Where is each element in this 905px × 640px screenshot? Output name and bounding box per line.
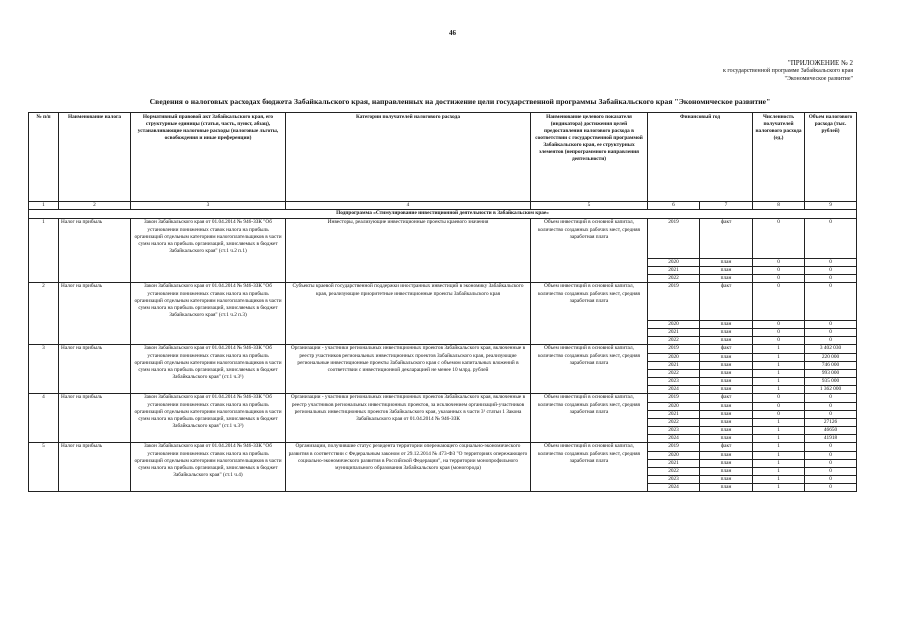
recipients-count: 1 [753, 354, 805, 362]
recipients-count: 0 [753, 337, 805, 345]
expenditure-volume: 220 000 [805, 354, 857, 362]
year-type: план [700, 362, 753, 370]
column-number-row [29, 202, 857, 210]
fiscal-year: 2023 [648, 427, 700, 435]
target-indicator: Объем инвестиций в основной капитал, количество созданных рабочих мест, средняя заработная плата [531, 345, 648, 394]
year-type: план [700, 452, 753, 460]
recipients-count: 0 [753, 219, 805, 259]
expenditure-volume: 0 [805, 219, 857, 259]
header-cell-volume: Объем налогового расхода (тыс. рублей) [805, 113, 857, 202]
recipients-count: 1 [753, 419, 805, 427]
fiscal-year: 2022 [648, 275, 700, 283]
fiscal-year: 2024 [648, 386, 700, 394]
subprogram-row [29, 210, 857, 219]
tax-expenditure-table [28, 112, 857, 492]
expenditure-volume: 41918 [805, 435, 857, 443]
recipients-count: 0 [753, 394, 805, 403]
expenditure-volume: 0 [805, 259, 857, 267]
recipients-count: 1 [753, 460, 805, 468]
year-type: факт [700, 345, 753, 354]
recipients-count: 1 [753, 484, 805, 492]
fiscal-year: 2021 [648, 460, 700, 468]
recipients-count: 0 [753, 329, 805, 337]
table-body [29, 219, 857, 492]
legal-act: Закон Забайкальского края от 01.04.2014 № 946-ЗЗК "Об установлении пониженных ставок налога на прибыль организаций отдельным категориям налогоплательщиков в части сумм налога на прибыль организаций, зачисляемых в бюджет Забайкальского края" (ст.1 ч.4) [131, 443, 286, 492]
legal-act: Закон Забайкальского края от 01.04.2014 № 946-ЗЗК "Об установлении пониженных ставок налога на прибыль организаций отдельным категориям налогоплательщиков в части сумм налога на прибыль организаций, зачисляемых в бюджет Забайкальского края" (ст.1 ч.2 п.3) [131, 283, 286, 345]
recipients-count: 0 [753, 403, 805, 411]
fiscal-year: 2021 [648, 411, 700, 419]
row-number: 5 [29, 443, 59, 492]
year-type: план [700, 321, 753, 329]
year-type: план [700, 386, 753, 394]
target-indicator: Объем инвестиций в основной капитал, количество созданных рабочих мест, средняя заработная плата [531, 394, 648, 443]
year-type: план [700, 337, 753, 345]
appendix-header [593, 59, 853, 83]
fiscal-year: 2020 [648, 403, 700, 411]
expenditure-volume: 0 [805, 476, 857, 484]
header-cell-category: Категории получателей налогового расхода [286, 113, 531, 202]
recipients-count: 1 [753, 386, 805, 394]
expenditure-volume: 0 [805, 267, 857, 275]
subprogram-title: Подпрограмма «Стимулирование инвестиционной деятельности в Забайкальском крае» [29, 210, 857, 219]
recipients-count: 0 [753, 275, 805, 283]
expenditure-volume: 0 [805, 321, 857, 329]
year-type: план [700, 460, 753, 468]
fiscal-year: 2020 [648, 452, 700, 460]
recipients-count: 1 [753, 452, 805, 460]
recipients-count: 1 [753, 435, 805, 443]
expenditure-volume: 746 000 [805, 362, 857, 370]
row-number: 2 [29, 283, 59, 345]
year-type: план [700, 411, 753, 419]
fiscal-year: 2022 [648, 468, 700, 476]
expenditure-volume: 3 402 030 [805, 345, 857, 354]
table-row [29, 283, 857, 321]
fiscal-year: 2019 [648, 394, 700, 403]
recipient-category: Организации - участники региональных инвестиционных проектов Забайкальского края, включенные в реестр участников региональных инвестиционных проектов Забайкальского края, реализующие региональные инвестиционные проекты Забайкальского края с объемом капитальных вложений в соответствии с инвестиционной декларацией не менее 10 млрд. рублей [286, 345, 531, 394]
fiscal-year: 2022 [648, 419, 700, 427]
legal-act: Закон Забайкальского края от 01.04.2014 № 946-ЗЗК "Об установлении пониженных ставок налога на прибыль организаций отдельным категориям налогоплательщиков в части сумм налога на прибыль организаций, зачисляемых в бюджет Забайкальского края" (ст.1 ч.3²) [131, 394, 286, 443]
year-type: факт [700, 443, 753, 452]
expenditure-volume: 0 [805, 283, 857, 321]
column-number: 1 [29, 202, 59, 210]
fiscal-year: 2019 [648, 283, 700, 321]
expenditure-volume: 935 000 [805, 378, 857, 386]
recipients-count: 1 [753, 370, 805, 378]
header-row [29, 113, 857, 202]
year-type: факт [700, 283, 753, 321]
recipients-count: 1 [753, 476, 805, 484]
expenditure-volume: 0 [805, 275, 857, 283]
header-cell-num: № п/п [29, 113, 59, 202]
recipients-count: 1 [753, 427, 805, 435]
document-title: Сведения о налоговых расходах бюджета Забайкальского края, направленных на достижение цели государственной программы Забайкальского края "Экономическое развитие" [149, 97, 771, 106]
expenditure-volume: 0 [805, 403, 857, 411]
table-row [29, 219, 857, 259]
year-type: факт [700, 219, 753, 259]
year-type: план [700, 329, 753, 337]
year-type: план [700, 267, 753, 275]
year-type: план [700, 435, 753, 443]
recipient-category: Организации, получившие статус резидента территории опережающего социально-экономического развития в соответствии с Федеральным законом от 29.12.2014 № 473-ФЗ "О территориях опережающего социально-экономического развития в Российской Федерации", на территории монопрофильного муниципального образования Забайкальского края (моногорода) [286, 443, 531, 492]
recipients-count: 1 [753, 443, 805, 452]
tax-name: Налог на прибыль [59, 345, 131, 394]
tax-name: Налог на прибыль [59, 219, 131, 283]
header-cell-year: Финансовый год [648, 113, 753, 202]
expenditure-volume: 0 [805, 394, 857, 403]
column-number: 5 [531, 202, 648, 210]
year-type: план [700, 378, 753, 386]
year-type: план [700, 275, 753, 283]
recipients-count: 0 [753, 283, 805, 321]
column-number: 3 [131, 202, 286, 210]
column-number: 6 [648, 202, 700, 210]
expenditure-volume: 0 [805, 411, 857, 419]
fiscal-year: 2021 [648, 267, 700, 275]
column-number: 8 [753, 202, 805, 210]
fiscal-year: 2024 [648, 435, 700, 443]
table-row [29, 443, 857, 452]
column-number: 7 [700, 202, 753, 210]
year-type: план [700, 427, 753, 435]
year-type: план [700, 476, 753, 484]
expenditure-volume: 0 [805, 460, 857, 468]
row-number: 1 [29, 219, 59, 283]
recipients-count: 0 [753, 321, 805, 329]
fiscal-year: 2019 [648, 345, 700, 354]
recipients-count: 1 [753, 468, 805, 476]
expenditure-volume: 0 [805, 329, 857, 337]
recipient-category: Инвесторы, реализующие инвестиционные проекты краевого значения [286, 219, 531, 283]
fiscal-year: 2019 [648, 443, 700, 452]
target-indicator: Объем инвестиций в основной капитал, количество созданных рабочих мест, средняя заработная плата [531, 219, 648, 283]
year-type: план [700, 370, 753, 378]
recipient-category: Субъекты краевой государственной поддержки иностранных инвестиций в экономику Забайкальского края, реализующие приоритетные инвестиционные проекты Забайкальского края [286, 283, 531, 345]
header-cell-count: Численность получателей налогового расхода (ед.) [753, 113, 805, 202]
table-row [29, 394, 857, 403]
appendix-line-1: "ПРИЛОЖЕНИЕ № 2 [787, 59, 853, 67]
recipients-count: 0 [753, 259, 805, 267]
fiscal-year: 2020 [648, 321, 700, 329]
year-type: план [700, 419, 753, 427]
column-number: 9 [805, 202, 857, 210]
appendix-line-3: "Экономическое развитие" [784, 76, 853, 82]
year-type: план [700, 468, 753, 476]
page-number: 46 [449, 29, 456, 37]
recipients-count: 1 [753, 378, 805, 386]
row-number: 4 [29, 394, 59, 443]
fiscal-year: 2023 [648, 378, 700, 386]
fiscal-year: 2022 [648, 370, 700, 378]
table-row [29, 345, 857, 354]
fiscal-year: 2024 [648, 484, 700, 492]
expenditure-volume: 993 000 [805, 370, 857, 378]
tax-name: Налог на прибыль [59, 394, 131, 443]
column-number: 4 [286, 202, 531, 210]
fiscal-year: 2022 [648, 337, 700, 345]
fiscal-year: 2020 [648, 354, 700, 362]
expenditure-volume: 0 [805, 484, 857, 492]
header-cell-act: Нормативный правовой акт Забайкальского края, его структурные единицы (статья, часть, пункт, абзац), устанавливающие налоговые расходы (налоговые льготы, освобождения и иные преференции) [131, 113, 286, 202]
recipients-count: 0 [753, 267, 805, 275]
fiscal-year: 2023 [648, 476, 700, 484]
fiscal-year: 2021 [648, 362, 700, 370]
expenditure-volume: 0 [805, 468, 857, 476]
recipient-category: Организации - участники региональных инвестиционных проектов Забайкальского края, включенные в реестр участников региональных инвестиционных проектов, за исключением организаций-участников региональных инвестиционных проектов Забайкальского края, указанных в части 3¹ статьи 1 Закона Забайкальского края от 01.04.2014 № 946-ЗЗК [286, 394, 531, 443]
tax-name: Налог на прибыль [59, 283, 131, 345]
header-cell-indicator: Наименование целевого показателя (индикатора) достижения целей предоставления налогового расхода в соответствии с государственной программой Забайкальского края, ее структурных элементов (непрограммного направления деятельности) [531, 113, 648, 202]
expenditure-volume: 0 [805, 443, 857, 452]
fiscal-year: 2021 [648, 329, 700, 337]
recipients-count: 1 [753, 362, 805, 370]
target-indicator: Объем инвестиций в основной капитал, количество созданных рабочих мест, средняя заработная плата [531, 283, 648, 345]
expenditure-volume: 1 362 000 [805, 386, 857, 394]
tax-name: Налог на прибыль [59, 443, 131, 492]
target-indicator: Объем инвестиций в основной капитал, количество созданных рабочих мест, средняя заработная плата [531, 443, 648, 492]
year-type: план [700, 403, 753, 411]
header-cell-tax: Наименование налога [59, 113, 131, 202]
year-type: план [700, 259, 753, 267]
row-number: 3 [29, 345, 59, 394]
year-type: факт [700, 394, 753, 403]
recipients-count: 0 [753, 411, 805, 419]
appendix-line-2: к государственной программе Забайкальского края [722, 68, 853, 74]
recipients-count: 1 [753, 345, 805, 354]
expenditure-volume: 27126 [805, 419, 857, 427]
fiscal-year: 2019 [648, 219, 700, 259]
year-type: план [700, 484, 753, 492]
expenditure-volume: 0 [805, 452, 857, 460]
year-type: план [700, 354, 753, 362]
expenditure-volume: 0 [805, 337, 857, 345]
legal-act: Закон Забайкальского края от 01.04.2014 № 946-ЗЗК "Об установлении пониженных ставок налога на прибыль организаций отдельным категориям налогоплательщиков в части сумм налога на прибыль организаций, зачисляемых в бюджет Забайкальского края" (ст.1 ч.3¹) [131, 345, 286, 394]
legal-act: Закон Забайкальского края от 01.04.2014 № 946-ЗЗК "Об установлении пониженных ставок налога на прибыль организаций отдельным категориям налогоплательщиков в части сумм налога на прибыль организаций, зачисляемых в бюджет Забайкальского края" (ст.1 ч.2 п.1) [131, 219, 286, 283]
fiscal-year: 2020 [648, 259, 700, 267]
column-number: 2 [59, 202, 131, 210]
expenditure-volume: 46650 [805, 427, 857, 435]
